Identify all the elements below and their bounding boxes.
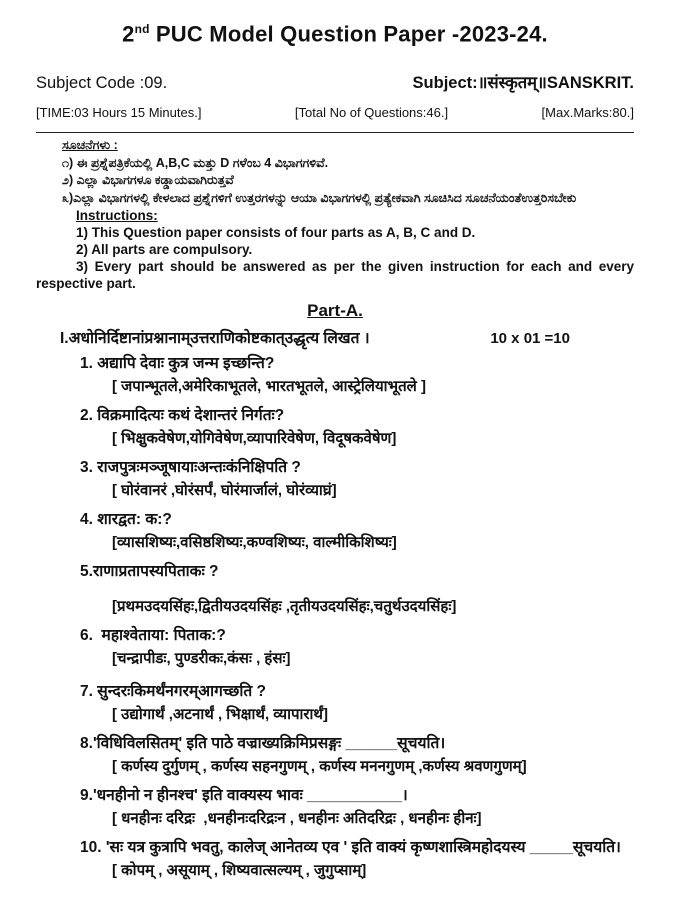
question-number: 10.: [80, 839, 106, 857]
kannada-instructions-heading: ಸೂಚನೆಗಳು :: [62, 138, 118, 153]
english-instructions: [36, 207, 634, 292]
section-marks: 10 x 01 =10: [490, 330, 570, 348]
title-text: PUC Model Question Paper -2023-24.: [149, 21, 548, 47]
total-questions: [Total No of Questions:46.]: [294, 105, 449, 121]
kannada-instructions: [36, 137, 634, 207]
question-1: [36, 352, 634, 398]
question-options: [ कर्णस्य दुर्गुणम् , कर्णस्य सहनगुणम् , कर्णस्य मननगुणम् ,कर्णस्य श्रवणगुणम्]: [112, 758, 527, 776]
question-number: 1.: [80, 355, 98, 373]
question-options: [ धनहीनः दरिद्रः ,धनहीनःदरिद्रःन , धनहीनः अतिदरिद्रः , धनहीनः हीनः]: [112, 810, 482, 828]
kannada-instruction-2: ೨) ಎಲ್ಲಾ ವಿಭಾಗಗಳೂ ಕಡ್ಡಾಯವಾಗಿರುತ್ತವೆ: [62, 173, 234, 188]
question-text: 6. महाश्वेताया: पिताक:?: [80, 627, 226, 645]
instruction-2: 2) All parts are compulsory.: [76, 242, 253, 258]
question-options: [ भिक्षुकवेषेण,योगिवेषेण,व्यापारिवेषेण, विदूषकवेषेण]: [112, 430, 397, 448]
section-instruction: I.अधोनिर्दिष्टानांप्रश्नानाम्उत्तराणिकोष्टकात्उद्धृत्य लिखत ।: [60, 330, 370, 348]
question-8: [36, 732, 634, 778]
question-text: 4. शारद्वत: क:?: [80, 511, 172, 529]
question-number: 9.: [80, 787, 93, 805]
title-ordinal-suffix: nd: [134, 22, 150, 36]
part-a-heading: [36, 300, 634, 321]
instructions-heading: Instructions:: [76, 208, 158, 224]
exam-meta-row: [36, 105, 634, 121]
question-options: [चन्द्रापीडः, पुण्डरीकः,कंसः , हंसः]: [112, 650, 291, 668]
question-options: [ उद्योगार्थं ,अटनार्थं , भिक्षार्थं, व्यापारार्थं]: [112, 706, 328, 724]
question-5: [36, 560, 634, 618]
question-options: [ जपान्भूतले,अमेरिकाभूतले, भारतभूतले, आस्ट्रेलियाभूतले ]: [112, 378, 426, 396]
question-text: 10. 'सः यत्र कुत्रापि भवतु, कालेज् आनेतव्य एव ' इति वाक्यं कृष्णशास्त्रिमहोदयस्य _____सूचयति।: [80, 839, 621, 857]
question-text: 8.'विधिविलसितम्' इति पाठे वज्राख्यक्रिमिप्रसङ्गः ______सूचयति।: [80, 735, 446, 753]
question-7: [36, 680, 634, 726]
question-list: [36, 352, 634, 882]
question-number: 4.: [80, 511, 98, 529]
question-9: [36, 784, 634, 830]
question-number: 5.: [80, 563, 93, 581]
kannada-instruction-1: ೧) ಈ ಪ್ರಶ್ನೆಪತ್ರಿಕೆಯಲ್ಲಿ A,B,C ಮತ್ತು D ಗಳೆಂಬ 4 ವಿಭಾಗಗಳಿವೆ.: [62, 155, 329, 170]
question-number: 8.: [80, 735, 93, 753]
question-number: 6.: [80, 627, 102, 645]
question-number: 2.: [80, 407, 98, 425]
header-divider: [36, 132, 634, 133]
question-options: [ कोपम् , असूयाम् , शिष्यवात्सल्यम् , जुगुप्साम्]: [112, 862, 367, 880]
question-options: [व्यासशिष्यः,वसिष्ठशिष्यः,कण्वशिष्यः, वाल्मीकिशिष्यः]: [112, 534, 397, 552]
question-number: 3.: [80, 459, 98, 477]
part-a-heading-text: Part-A.: [307, 301, 363, 321]
question-text: 7. सुन्दरःकिमर्थंनगरम्आगच्छति ?: [80, 683, 266, 701]
section-instruction-line: [36, 327, 634, 350]
max-marks: [Max.Marks:80.]: [541, 105, 634, 121]
question-text: 3. राजपुत्रःमञ्जूषायाःअन्तःकंनिक्षिपति ?: [80, 459, 301, 477]
question-2: [36, 404, 634, 450]
question-4: [36, 508, 634, 554]
question-text: 5.राणाप्रतापस्यपिताकः ?: [80, 563, 219, 581]
question-6: [36, 624, 634, 670]
kannada-instruction-3: ೩)ಎಲ್ಲಾ ವಿಭಾಗಗಳಲ್ಲಿ ಕೇಳಲಾದ ಪ್ರಶ್ನೆಗಳಿಗೆ ಉತ್ತರಗಳನ್ನು ಆಯಾ ವಿಭಾಗಗಳಲ್ಲಿ ಪ್ರತ್ಯೇಕವಾಗಿ ಸೂಚಿಸಿದ ಸೂಚನೆಯಂತೆಉತ್ತರಿಸಬೇಕು: [62, 190, 577, 205]
question-text: 9.'धनहीनो न हीनश्च' इति वाक्यस्य भावः ___________।: [80, 787, 408, 805]
question-10: [36, 836, 634, 882]
subject-row: [36, 73, 634, 94]
question-number: 7.: [80, 683, 98, 701]
question-text: 1. अद्यापि देवाः कुत्र जन्म इच्छन्ति?: [80, 355, 275, 373]
subject-code: Subject Code :09.: [36, 74, 168, 93]
question-options: [प्रथमउदयसिंहः,द्वितीयउदयसिंहः ,तृतीयउदयसिंहः,चतुर्थउदयसिंहः]: [112, 598, 457, 616]
page-title: [36, 16, 634, 47]
question-options: [ घोरंवानरं ,घोरंसर्पं, घोरंमार्जालं, घोरंव्याघ्रं]: [112, 482, 337, 500]
question-text: 2. विक्रमादित्यः कथं देशान्तरं निर्गतः?: [80, 407, 285, 425]
question-3: [36, 456, 634, 502]
instruction-1: 1) This Question paper consists of four parts as A, B, C and D.: [76, 225, 476, 241]
instruction-3: 3) Every part should be answered as per the given instruction for each and every respective part.: [36, 259, 634, 292]
title-prefix: 2: [122, 21, 135, 47]
time-allowed: [TIME:03 Hours 15 Minutes.]: [36, 105, 202, 121]
subject-name: Subject:॥संस्कृतम्॥SANSKRIT.: [412, 74, 634, 93]
